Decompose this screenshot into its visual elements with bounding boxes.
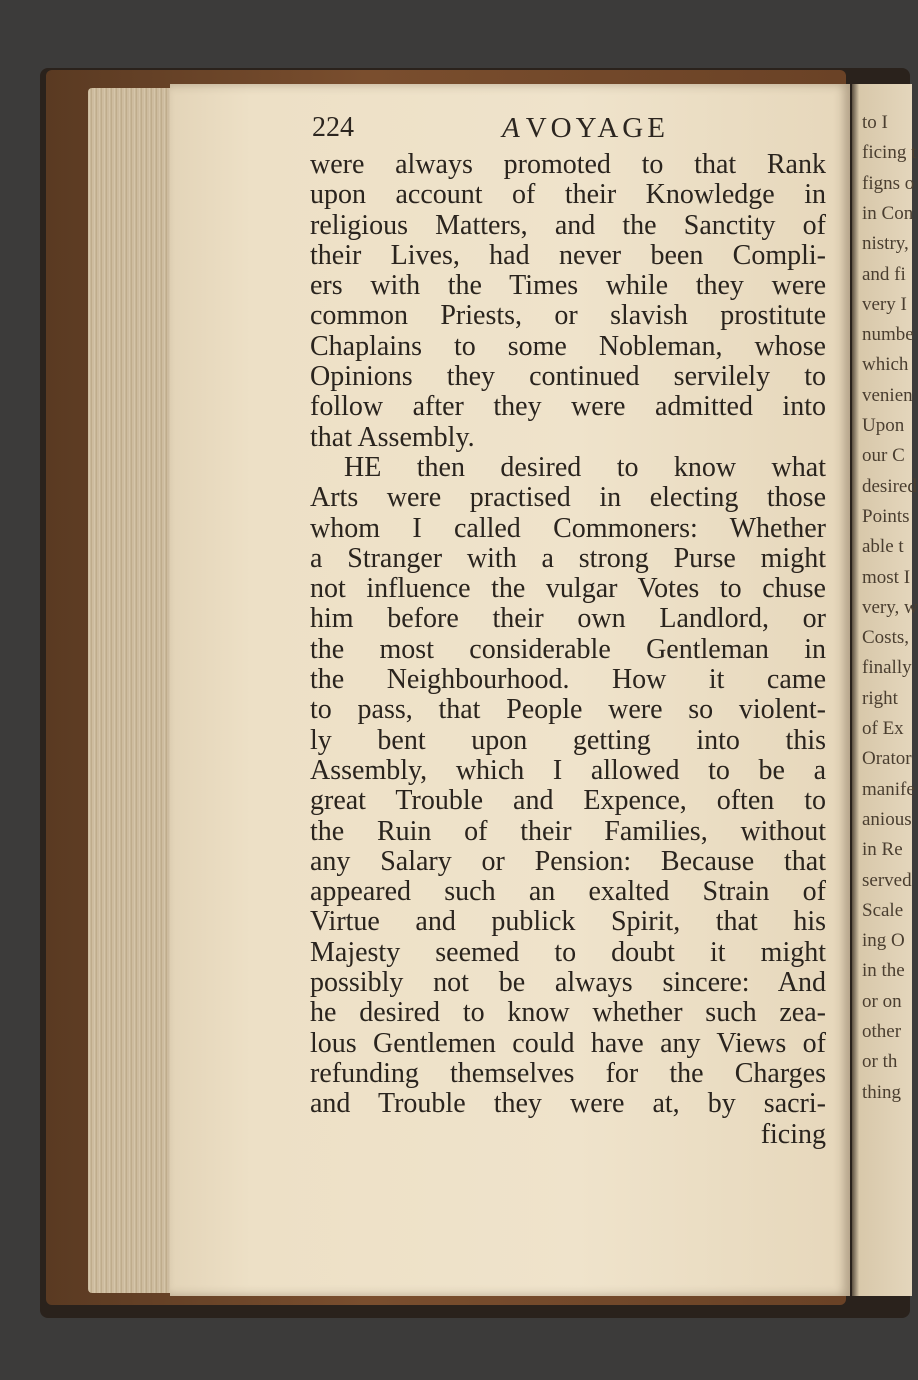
facing-page-fragment: nistry, — [862, 233, 909, 255]
facing-page-fragment: most I — [862, 566, 911, 588]
facing-page-fragment: desired — [862, 475, 917, 497]
text-line: he desired to know whether such zea- — [310, 997, 826, 1029]
running-title-word: VOYAGE — [525, 112, 669, 144]
body-text — [310, 150, 826, 1150]
text-line: the most considerable Gentleman in — [310, 633, 826, 665]
text-line: Chaplains to some Nobleman, whose — [310, 330, 826, 362]
facing-page-fragment: which — [862, 354, 909, 376]
text-line: ficing — [760, 1118, 826, 1150]
text-line: their Lives, had never been Compli- — [310, 239, 826, 271]
facing-page-fragment: ficing t — [862, 142, 917, 164]
facing-page-fragment: numbe — [862, 324, 914, 346]
facing-page-fragment: our C — [862, 445, 905, 467]
text-line: the Ruin of their Families, without — [310, 815, 826, 847]
text-line: were always promoted to that Rank — [310, 149, 826, 180]
text-line: him before their own Landlord, or — [310, 603, 826, 635]
text-line: that Assembly. — [310, 421, 475, 453]
text-line: common Priests, or slavish prostitute — [310, 300, 826, 332]
facing-page-fragment: anious — [862, 808, 912, 830]
text-line: Arts were practised in electing those — [310, 482, 826, 514]
facing-page-fragment: Scale — [862, 899, 904, 921]
text-line: and Trouble they were at, by sacri- — [310, 1088, 826, 1120]
facing-page-fragment: in Con — [862, 202, 914, 224]
facing-page-fragment: in the — [862, 960, 905, 982]
facing-page-fragment: able t — [862, 536, 904, 558]
facing-page-fragment: in Re — [862, 839, 903, 861]
facing-page-fragment: Orator — [862, 748, 912, 770]
text-line: religious Matters, and the Sanctity of — [310, 209, 826, 241]
facing-page-fragment: or th — [862, 1051, 898, 1073]
facing-page-fragment: very, w — [862, 596, 918, 618]
text-line: any Salary or Pension: Because that — [310, 845, 826, 877]
facing-page-fragment: manife — [862, 778, 915, 800]
facing-page-fragment: finally — [862, 657, 912, 679]
text-line: ers with the Times while they were — [310, 270, 826, 302]
text-line: ly bent upon getting into this — [310, 724, 826, 756]
running-title — [502, 112, 669, 145]
text-line: whom I called Commoners: Whether — [310, 512, 826, 544]
facing-page-fragment: served — [862, 869, 912, 891]
text-line: not influence the vulgar Votes to chuse — [310, 573, 826, 605]
facing-page-fragment: Costs, — [862, 627, 909, 649]
facing-page-fragment: right — [862, 687, 898, 709]
text-line: lous Gentlemen could have any Views of — [310, 1027, 826, 1059]
page-number: 224 — [312, 112, 354, 143]
text-line: the Neighbourhood. How it came — [310, 664, 826, 696]
text-line: Assembly, which I allowed to be a — [310, 754, 826, 786]
page-header — [312, 112, 832, 152]
text-line: appeared such an exalted Strain of — [310, 876, 826, 908]
running-title-article: A — [502, 112, 520, 144]
text-line: Opinions they continued servilely to — [310, 361, 826, 393]
facing-page-fragment: and fi — [862, 263, 906, 285]
text-line: upon account of their Knowledge in — [310, 179, 826, 211]
text-line: refunding themselves for the Charges — [310, 1057, 826, 1089]
facing-page-fragment: venien — [862, 384, 913, 406]
text-line: great Trouble and Expence, often to — [310, 785, 826, 817]
facing-page-fragment: figns o — [862, 172, 915, 194]
text-line: a Stranger with a strong Purse might — [310, 542, 826, 574]
text-line: possibly not be always sincere: And — [310, 967, 826, 999]
facing-page-fragment: Points — [862, 505, 910, 527]
text-line: Majesty seemed to doubt it might — [310, 936, 826, 968]
text-line: to pass, that People were so violent- — [310, 694, 826, 726]
facing-page-fragment: to I — [862, 112, 888, 133]
facing-page-fragment: other — [862, 1021, 902, 1042]
text-line: Virtue and publick Spirit, that his — [310, 906, 826, 938]
facing-page-fragment: ing O — [862, 930, 905, 952]
facing-page-fragment: very I — [862, 293, 907, 315]
facing-page-fragment: of Ex — [862, 718, 904, 739]
facing-page-fragment: Upon — [862, 415, 905, 436]
facing-page-fragment: thing — [862, 1081, 902, 1103]
facing-page-fragment: or on — [862, 990, 902, 1012]
text-line: follow after they were admitted into — [310, 391, 826, 423]
text-line: HE then desired to know what — [344, 451, 826, 483]
